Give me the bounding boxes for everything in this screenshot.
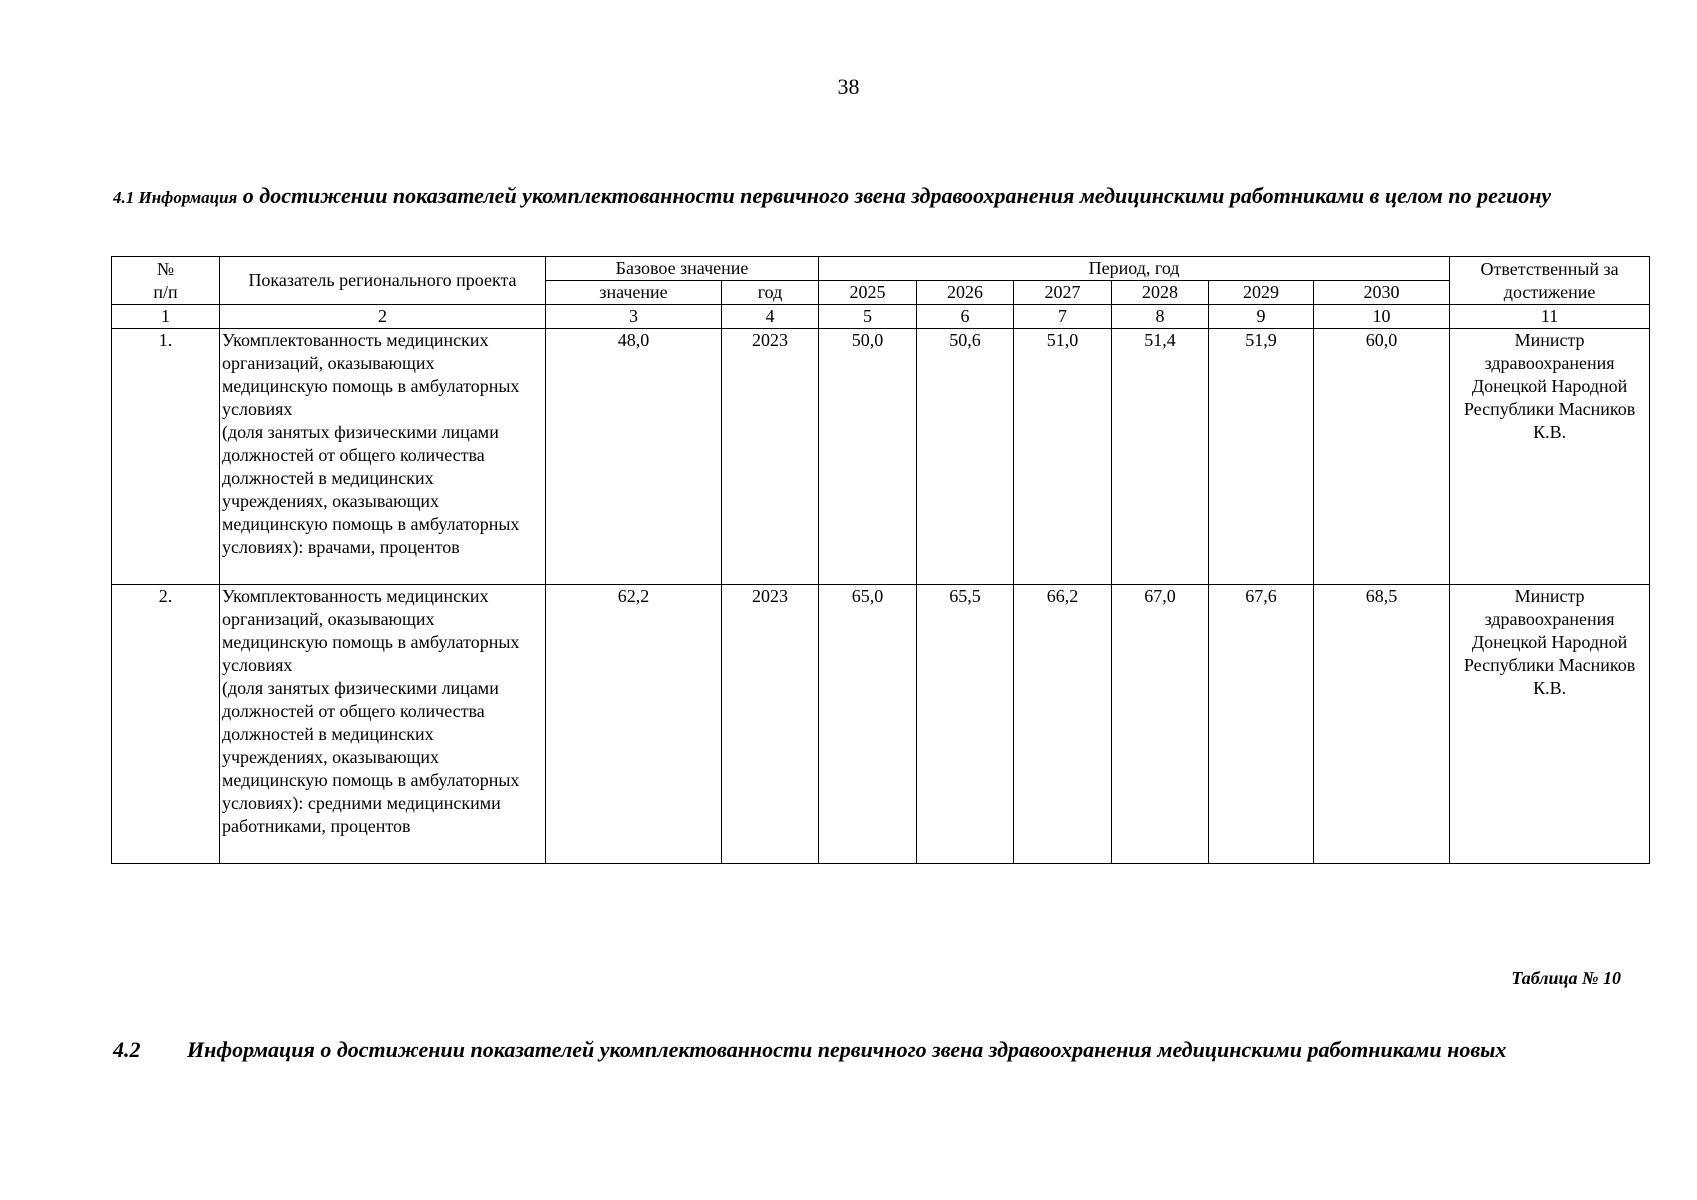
section-heading-4-1 xyxy=(113,182,1643,212)
section-heading-title: о достижении показателей укомплектованности первичного звена здравоохранения медицинскими работниками в целом по региону xyxy=(237,183,1552,208)
header-responsible: Ответственный за достижение xyxy=(1450,257,1650,305)
table-row xyxy=(112,585,1650,864)
column-number: 9 xyxy=(1209,305,1314,329)
row-value: 66,2 xyxy=(1014,585,1112,864)
section-heading-4-2 xyxy=(113,1036,1643,1064)
column-number: 3 xyxy=(546,305,722,329)
row-indicator: Укомплектованность медицинских организаций, оказывающих медицинскую помощь в амбулаторных условиях (доля занятых физическими лицами должностей от общего количества должностей в медицинских учреждениях, оказывающих медицинскую помощь в амбулаторных условиях): врачами, процентов xyxy=(220,329,546,585)
row-base-value: 48,0 xyxy=(546,329,722,585)
column-number: 7 xyxy=(1014,305,1112,329)
row-base-year: 2023 xyxy=(722,585,819,864)
section-number: 4.2 xyxy=(113,1037,141,1062)
row-value: 50,6 xyxy=(917,329,1014,585)
table-row xyxy=(112,329,1650,585)
row-value: 60,0 xyxy=(1314,329,1450,585)
column-number: 6 xyxy=(917,305,1014,329)
row-value: 50,0 xyxy=(819,329,917,585)
header-year: 2029 xyxy=(1209,281,1314,305)
row-value: 67,6 xyxy=(1209,585,1314,864)
section-title: Информация о достижении показателей укомплектованности первичного звена здравоохранения медицинскими работниками новых xyxy=(187,1037,1507,1062)
row-num: 2. xyxy=(112,585,220,864)
header-year: 2028 xyxy=(1112,281,1209,305)
row-indicator: Укомплектованность медицинских организаций, оказывающих медицинскую помощь в амбулаторных условиях (доля занятых физическими лицами должностей от общего количества должностей в медицинских учреждениях, оказывающих медицинскую помощь в амбулаторных условиях): средними медицинскими работниками, процентов xyxy=(220,585,546,864)
row-value: 51,9 xyxy=(1209,329,1314,585)
row-value: 67,0 xyxy=(1112,585,1209,864)
header-period: Период, год xyxy=(819,257,1450,281)
header-year: 2030 xyxy=(1314,281,1450,305)
row-value: 68,5 xyxy=(1314,585,1450,864)
row-num: 1. xyxy=(112,329,220,585)
header-indicator: Показатель регионального проекта xyxy=(220,257,546,305)
row-value: 51,0 xyxy=(1014,329,1112,585)
column-number: 2 xyxy=(220,305,546,329)
column-number: 11 xyxy=(1450,305,1650,329)
column-number: 4 xyxy=(722,305,819,329)
row-value: 65,5 xyxy=(917,585,1014,864)
header-base: Базовое значение xyxy=(546,257,819,281)
header-year: 2025 xyxy=(819,281,917,305)
column-number: 5 xyxy=(819,305,917,329)
header-num: № п/п xyxy=(112,257,220,305)
row-base-value: 62,2 xyxy=(546,585,722,864)
column-number: 1 xyxy=(112,305,220,329)
row-responsible: Министр здравоохранения Донецкой Народной Республики Масников К.В. xyxy=(1450,329,1650,585)
row-base-year: 2023 xyxy=(722,329,819,585)
table-caption: Таблица № 10 xyxy=(1511,968,1621,988)
column-number: 8 xyxy=(1112,305,1209,329)
row-value: 51,4 xyxy=(1112,329,1209,585)
row-value: 65,0 xyxy=(819,585,917,864)
table-header-row xyxy=(112,257,1650,281)
column-numbers-row xyxy=(112,305,1650,329)
row-responsible: Министр здравоохранения Донецкой Народной Республики Масников К.В. xyxy=(1450,585,1650,864)
header-year: 2026 xyxy=(917,281,1014,305)
page-number: 38 xyxy=(837,74,860,99)
indicators-table xyxy=(111,256,1650,864)
header-year: 2027 xyxy=(1014,281,1112,305)
header-base-year: год xyxy=(722,281,819,305)
section-heading-prefix: 4.1 Информация xyxy=(113,188,238,207)
column-number: 10 xyxy=(1314,305,1450,329)
header-base-value: значение xyxy=(546,281,722,305)
